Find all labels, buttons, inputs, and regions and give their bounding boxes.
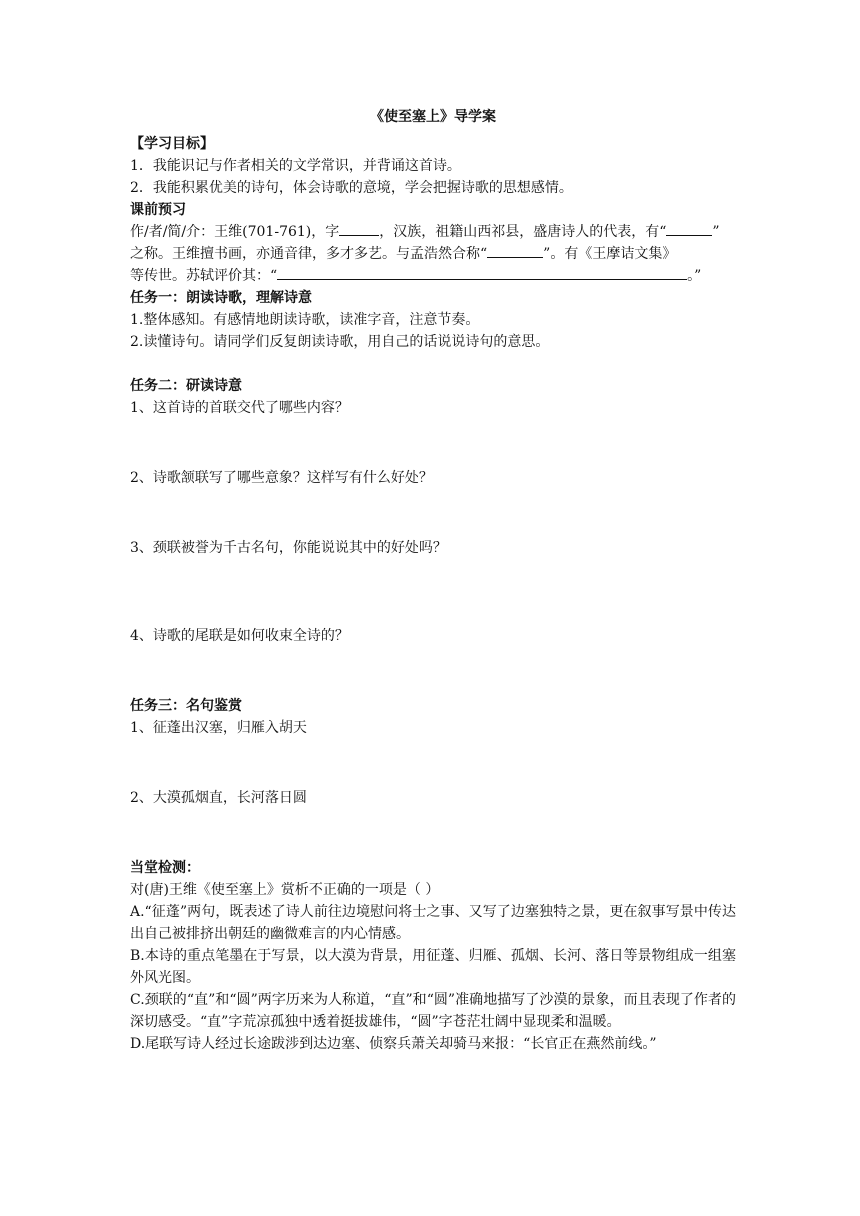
author-intro-text: 作/者/简/介：王维(701-761)，字: [130, 224, 340, 240]
task1-heading: 任务一：朗读诗歌，理解诗意: [130, 290, 312, 306]
author-intro-text: 之称。王维擅书画，亦通音律，多才多艺。与孟浩然合称“: [130, 246, 488, 262]
check-question: 对(唐)王维《使至塞上》赏析不正确的一项是（ ）: [130, 882, 440, 898]
blank-su-shi-comment[interactable]: [277, 265, 687, 280]
blank-joint-name[interactable]: [487, 243, 543, 258]
answer-space[interactable]: [130, 489, 736, 537]
task2-heading: 任务二：研读诗意: [130, 378, 242, 394]
task2-question-2: 2、诗歌颔联写了哪些意象？这样写有什么好处？: [130, 470, 433, 486]
option-a[interactable]: A.“征蓬”两句，既表述了诗人前往边境慰问将士之事、又写了边塞独特之景，更在叙事写景中传达出自己被排挤出朝廷的幽微难言的内心情感。: [130, 904, 736, 942]
task1-item-1: 1.整体感知。有感情地朗读诗歌，读准字音，注意节奏。: [130, 312, 480, 328]
answer-space[interactable]: [130, 739, 736, 787]
goals-heading: 【学习目标】: [130, 136, 214, 152]
goal-item-1: 1．我能识记与作者相关的文学常识，并背诵这首诗。: [130, 158, 461, 174]
author-intro-text: ”: [712, 224, 720, 240]
answer-space[interactable]: [130, 419, 736, 467]
answer-space[interactable]: [130, 559, 736, 625]
answer-space[interactable]: [130, 809, 736, 857]
task2-question-4: 4、诗歌的尾联是如何收束全诗的？: [130, 628, 349, 644]
task3-heading: 任务三：名句鉴赏: [130, 698, 242, 714]
task2-question-1: 1、这首诗的首联交代了哪些内容？: [130, 400, 349, 416]
blank-courtesy-name[interactable]: [339, 221, 379, 236]
task2-question-3: 3、颈联被誉为千古名句，你能说说其中的好处吗？: [130, 540, 447, 556]
author-intro-line-2: [130, 243, 736, 265]
task3-question-1: 1、征蓬出汉塞，归雁入胡天: [130, 720, 307, 736]
option-c[interactable]: C.颈联的“直”和“圆”两字历来为人称道，“直”和“圆”准确地描写了沙漠的景象，而且表现了作者的深切感受。“直”字荒凉孤独中透着挺拔雄伟，“圆”字苍茫壮阔中显现柔和温暖。: [130, 992, 736, 1030]
author-intro-text: ，汉族，祖籍山西祁县，盛唐诗人的代表，有“: [379, 224, 667, 240]
option-b[interactable]: B.本诗的重点笔墨在于写景，以大漠为背景，用征蓬、归雁、孤烟、长河、落日等景物组成一组塞外风光图。: [130, 948, 736, 986]
worksheet: [130, 106, 736, 1055]
author-intro-text: ”。有《王摩诘文集》: [543, 246, 677, 262]
task3-question-2: 2、大漠孤烟直，长河落日圆: [130, 790, 307, 806]
author-intro-text: 。”: [687, 268, 702, 284]
author-intro-line-3: [130, 265, 736, 287]
check-heading: 当堂检测：: [130, 860, 200, 876]
blank-title[interactable]: [666, 221, 712, 236]
goal-item-2: 2．我能积累优美的诗句，体会诗歌的意境，学会把握诗歌的思想感情。: [130, 180, 573, 196]
document-title: 《使至塞上》导学案: [370, 109, 496, 125]
option-d[interactable]: D.尾联写诗人经过长途跋涉到达边塞、侦察兵萧关却骑马来报：“长官正在燕然前线。”: [130, 1036, 657, 1052]
author-intro-text: 等传世。苏轼评价其：“: [130, 268, 278, 284]
task1-item-2: 2.读懂诗句。请同学们反复朗读诗歌，用自己的话说说诗句的意思。: [130, 334, 550, 350]
preview-heading: 课前预习: [130, 202, 186, 218]
answer-space[interactable]: [130, 353, 736, 375]
answer-space[interactable]: [130, 647, 736, 695]
author-intro-line-1: [130, 221, 736, 243]
